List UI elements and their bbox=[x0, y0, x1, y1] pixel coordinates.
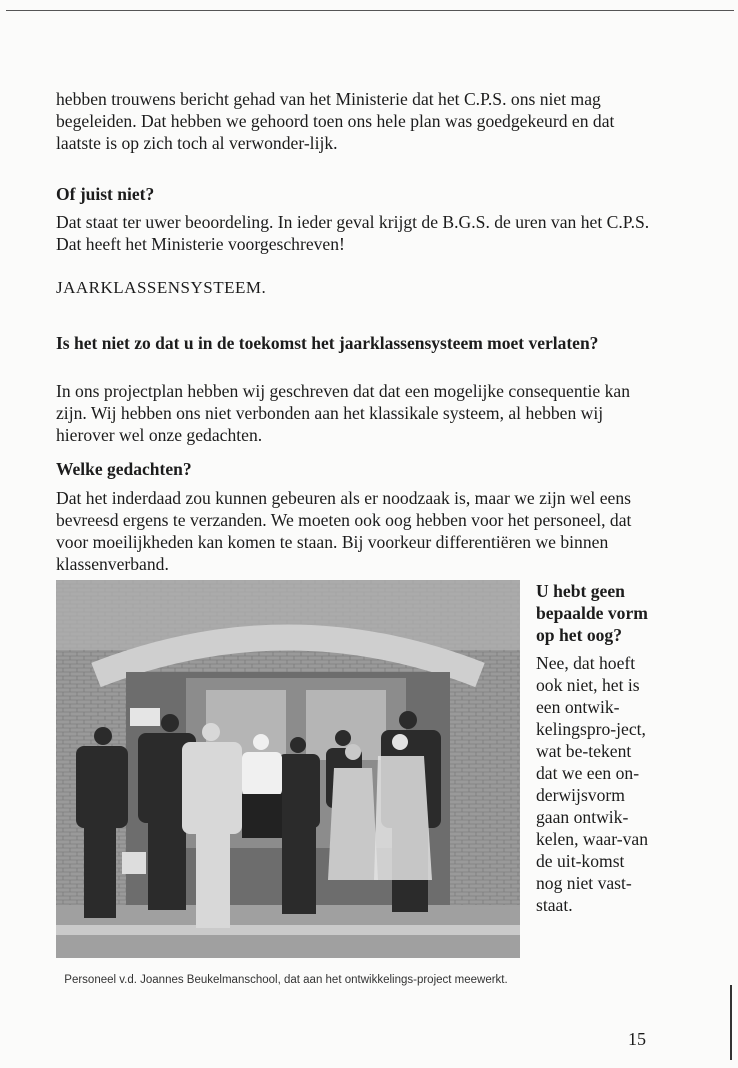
staff-photo-illustration bbox=[56, 580, 520, 958]
staff-photo bbox=[56, 580, 520, 958]
photo-caption: Personeel v.d. Joannes Beukelmanschool, dat aan het ontwikkelings-project meewerkt. bbox=[64, 974, 508, 986]
para-3 bbox=[56, 380, 656, 446]
question-welke-gedachten: Welke gedachten? bbox=[56, 459, 192, 479]
question-2-block bbox=[56, 332, 656, 354]
para-2 bbox=[56, 211, 656, 255]
top-rule bbox=[6, 10, 734, 11]
para-4 bbox=[56, 487, 656, 575]
question-1-block bbox=[56, 183, 656, 205]
paragraph-noodzaak: Dat het inderdaad zou kunnen gebeuren als er noodzaak is, maar we zijn wel eens bevreesd ergens te verzanden. We moeten ook oog hebben voor het personeel, dat voor moeilijkheden kan komen te staan. Bij voorkeur differentiëren we binnen klassenverband. bbox=[56, 488, 632, 574]
question-jaarklassensysteem: Is het niet zo dat u in de toekomst het jaarklassensysteem moet verlaten? bbox=[56, 333, 599, 353]
sidebar-answer: Nee, dat hoeft ook niet, het is een ontwik-kelingspro-ject, wat be-tekent dat we een on-derwijsvorm gaan ontwik-kelen, waar-van de uit-komst nog niet vast-staat. bbox=[536, 653, 648, 915]
para-1 bbox=[56, 88, 656, 154]
heading-block bbox=[56, 277, 656, 299]
paragraph-beoordeling: Dat staat ter uwer beoordeling. In ieder geval krijgt de B.G.S. de uren van het C.P.S. Dat heeft het Ministerie voorgeschreven! bbox=[56, 212, 650, 254]
page-number: 15 bbox=[628, 1029, 646, 1049]
question-of-juist-niet: Of juist niet? bbox=[56, 184, 155, 204]
right-edge-rule bbox=[730, 985, 732, 1060]
paragraph-projectplan: In ons projectplan hebben wij geschreven dat dat een mogelijke consequentie kan zijn. Wij hebben ons niet verbonden aan het klassikale systeem, al hebben wij hierover wel onze gedachten. bbox=[56, 381, 631, 445]
paragraph-ministerie: hebben trouwens bericht gehad van het Ministerie dat het C.P.S. ons niet mag begeleiden. Dat hebben we gehoord toen ons hele plan was goedgekeurd en dat laatste is op zich toch al verwonder-lijk. bbox=[56, 89, 615, 153]
section-heading: JAARKLASSENSYSTEEM. bbox=[56, 278, 267, 297]
question-3-block bbox=[56, 458, 656, 480]
sidebar-question: U hebt geen bepaalde vorm op het oog? bbox=[536, 581, 648, 645]
sidebar-column bbox=[536, 580, 651, 916]
